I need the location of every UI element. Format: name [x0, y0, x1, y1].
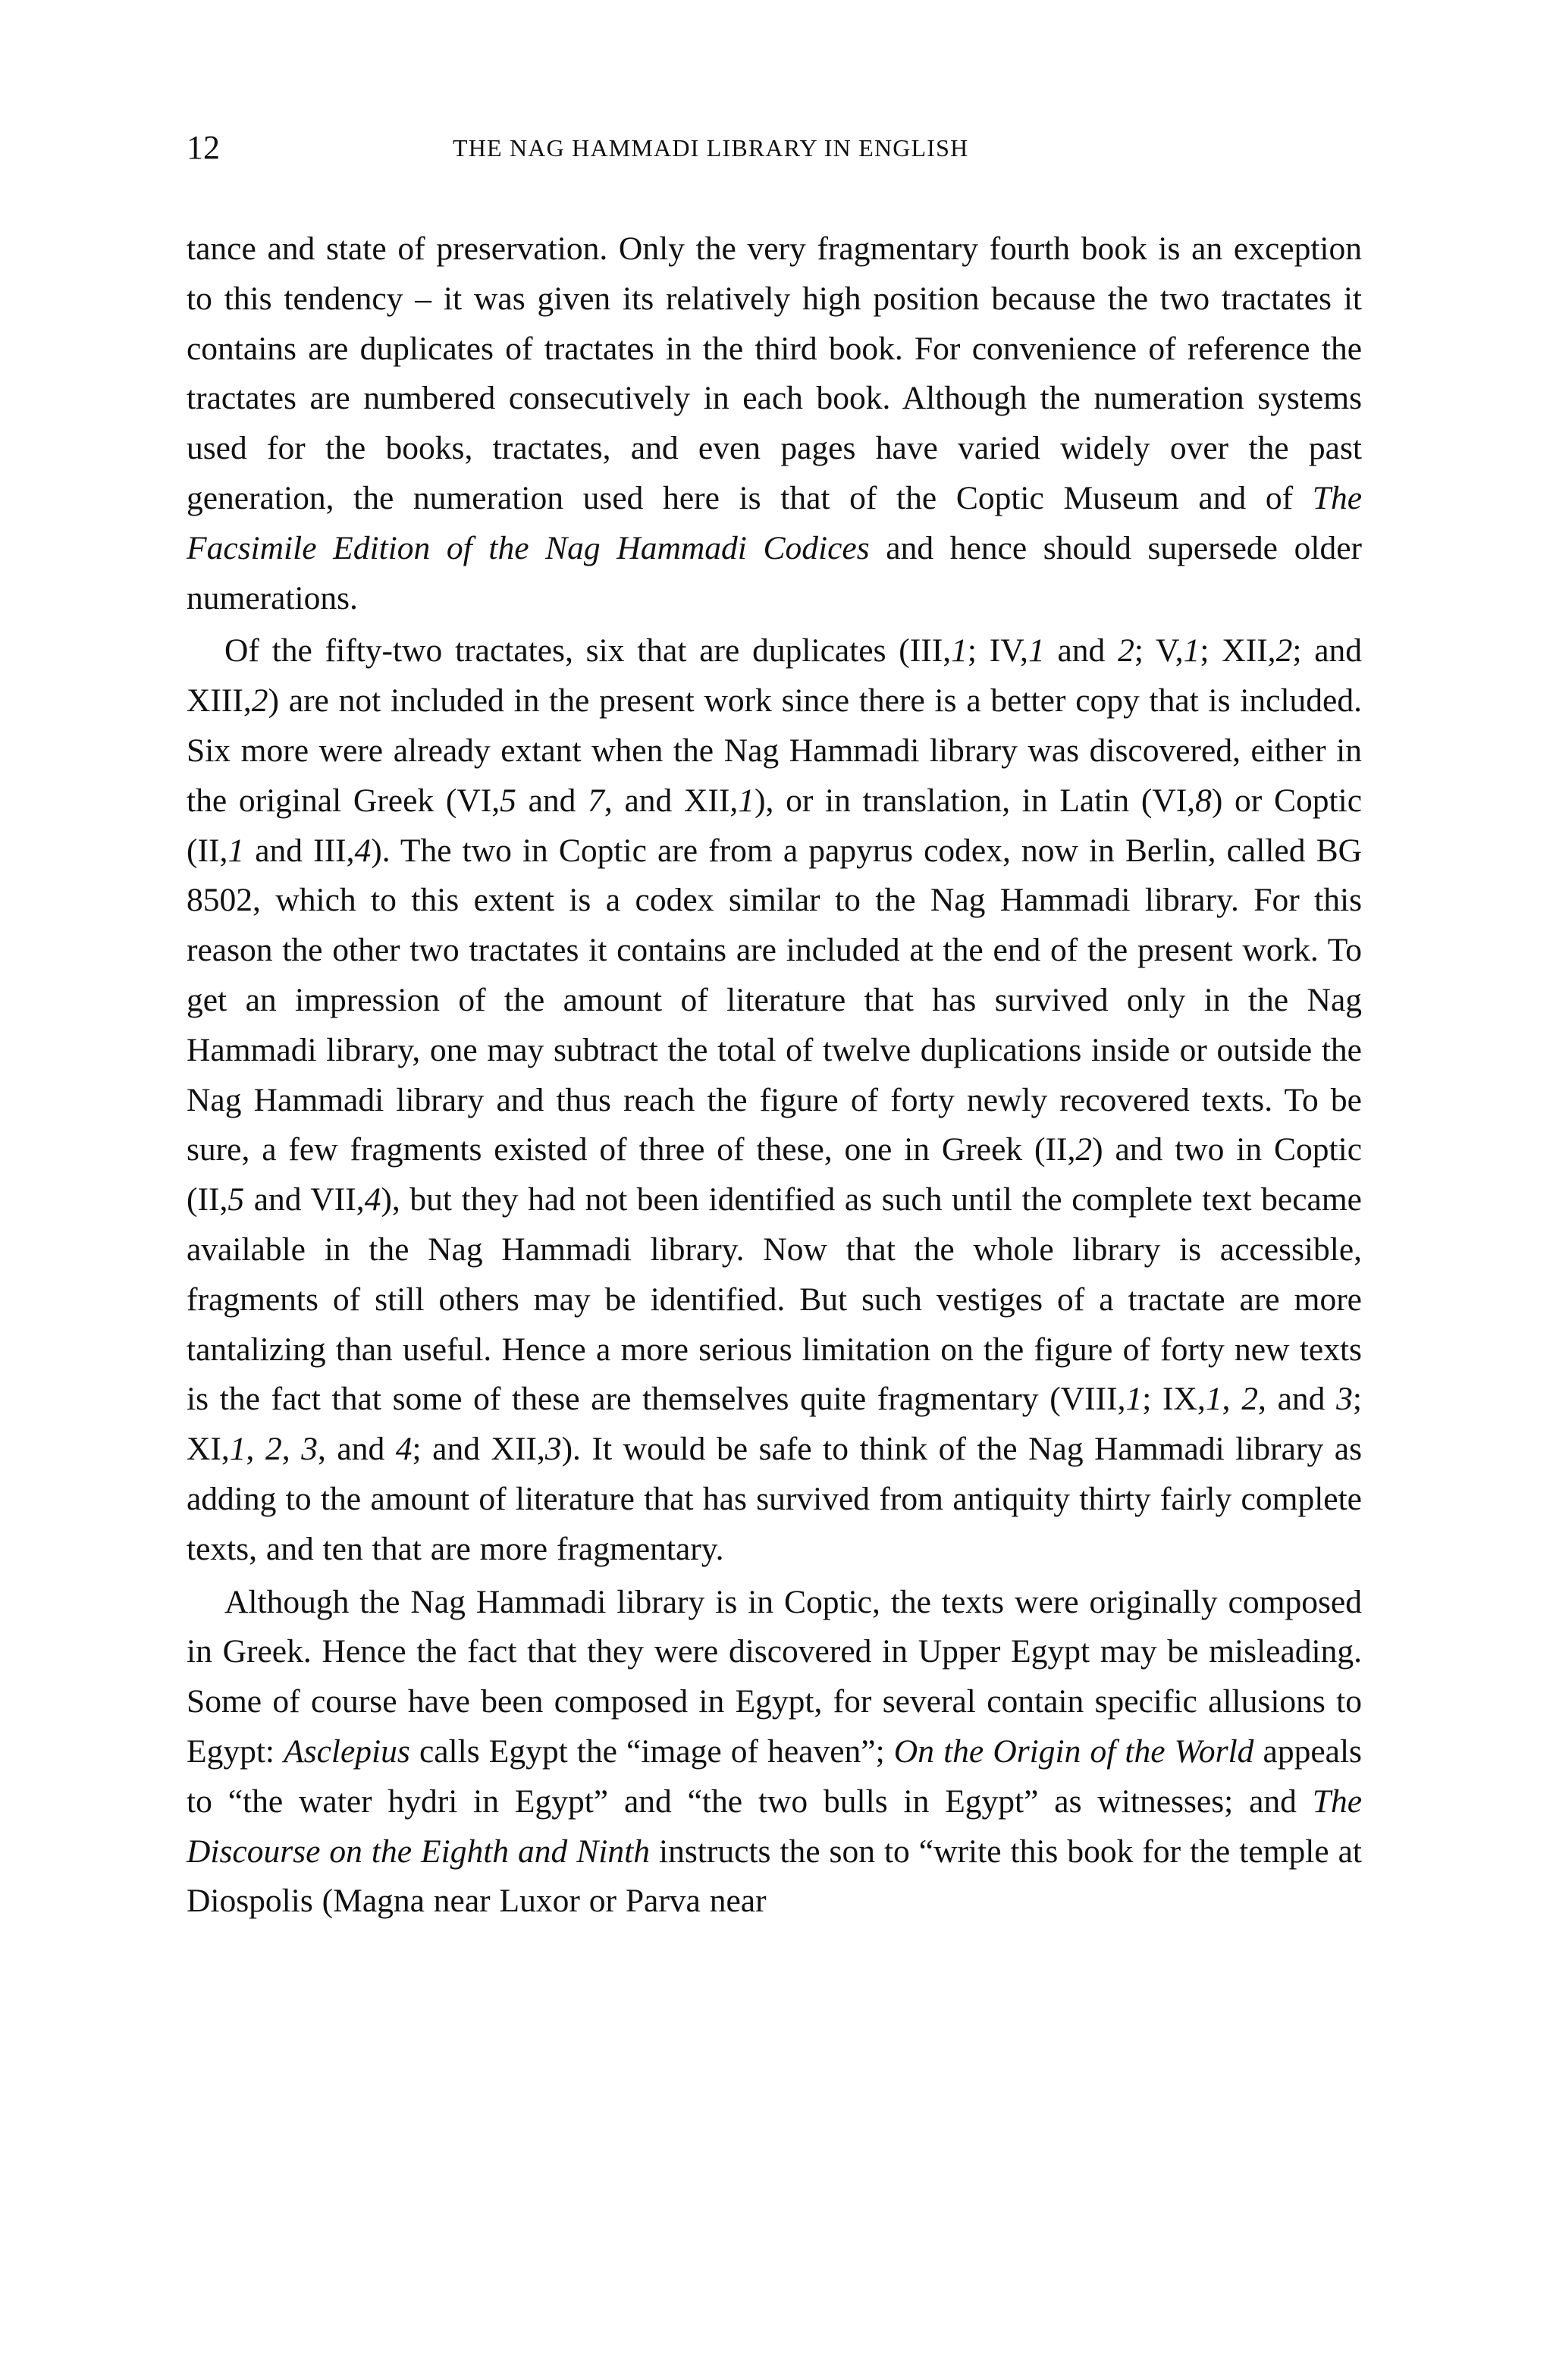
italic-text: 2 — [1241, 1381, 1258, 1418]
text-run: ), or in translation, in Latin (VI, — [755, 782, 1196, 819]
italic-text: 1 — [1183, 632, 1200, 669]
text-run: ; IV, — [967, 632, 1028, 669]
text-run: ). The two in Coptic are from a papyrus codex, now in Berlin, called BG 8502, which to this extent is a codex similar to the Nag Hammadi library. For this reason the other two tractates it contains are included at the end of the present work. To get an impression of the amount of literature that has survived only in the Nag Hammadi library, one may subtract the total of twelve duplications inside or outside the Nag Hammadi library and thus reach the figure of forty newly recovered texts. To be sure, a few fragments existed of three of these, one in Greek (II, — [187, 832, 1363, 1168]
text-run: , — [1222, 1381, 1242, 1418]
text-run: tance and state of preservation. Only the very fragmentary fourth book is an exception to this tendency – it was given its relatively high position because the two tractates it contains are duplicates of tractates in the third book. For convenience of reference the tractates are numbered consecutively in each book. Although the numeration systems used for the books, tractates, and even pages have varied widely over the past generation, the numeration used here is that of the Coptic Museum and of — [187, 230, 1362, 516]
text-run: , and — [317, 1431, 396, 1468]
italic-text: 3 — [544, 1431, 562, 1468]
italic-text: 1 — [1205, 1381, 1222, 1418]
text-run: ) are not included in the present work since there is a better copy that is included. Six more were already extant when the Nag Hammadi library was discovered, either in the original Greek (VI, — [187, 682, 1362, 819]
italic-text: 2 — [251, 682, 268, 720]
italic-text: 5 — [500, 782, 516, 819]
running-head — [187, 121, 1362, 174]
italic-text: 2 — [1275, 632, 1293, 669]
italic-text: 2 — [1118, 632, 1134, 669]
text-run: ). It would be safe to think of the Nag Hammadi library as adding to the amount of literature that has survived from antiquity thirty fairly complete texts, and ten that are more fragmentary. — [187, 1431, 1363, 1567]
page-number: 12 — [187, 129, 220, 166]
italic-text: The Facsimile Edition of the Nag Hammadi Codices — [187, 479, 1362, 566]
italic-text: On the Origin of the World — [893, 1732, 1254, 1770]
text-run: and — [1044, 632, 1118, 669]
italic-text: Asclepius — [284, 1732, 410, 1770]
italic-text: 1 — [1027, 632, 1045, 669]
italic-text: 2 — [265, 1431, 282, 1468]
text-run: ; V, — [1134, 632, 1184, 669]
text-run: and VII, — [244, 1181, 365, 1218]
text-run: and hence should supersede older numerations. — [187, 529, 1362, 616]
paragraph — [187, 224, 1362, 623]
text-run: , — [281, 1431, 302, 1468]
italic-text: 3 — [301, 1431, 318, 1468]
text-run: ; XI, — [187, 1381, 1363, 1468]
text-run: ), but they had not been identified as such until the complete text became available in the Nag Hammadi library. Now that the whole library is accessible, fragments of still others may be identified. But such vestiges of a tractate are more tantalizing than useful. Hence a more serious limitation on the figure of forty new texts is the fact that some of these are themselves quite fragmentary (VIII, — [187, 1181, 1362, 1418]
text-run: , — [246, 1431, 265, 1468]
paragraph — [187, 1578, 1362, 1927]
italic-text: 1 — [951, 632, 968, 669]
paragraph — [187, 626, 1362, 1574]
text-run: ) or Coptic (II, — [187, 782, 1363, 869]
italic-text: 2 — [1075, 1131, 1093, 1168]
running-title: THE NAG HAMMADI LIBRARY IN ENGLISH — [453, 134, 969, 161]
italic-text: 8 — [1195, 782, 1212, 819]
italic-text: 1 — [1125, 1381, 1143, 1418]
text-run: appeals to “the water hydri in Egypt” and “the two bulls in Egypt” as witnesses; and — [187, 1732, 1362, 1820]
text-run: and — [516, 782, 588, 819]
italic-text: 3 — [1336, 1381, 1353, 1418]
italic-text: 7 — [588, 782, 604, 819]
text-run: , and — [1257, 1381, 1337, 1418]
italic-text: 5 — [227, 1181, 245, 1218]
text-run: ; and XII, — [412, 1431, 545, 1468]
text-run: ; and XIII, — [187, 632, 1363, 720]
text-run: ; IX, — [1142, 1381, 1206, 1418]
text-run: Of the fifty-two tractates, six that are duplicates (III, — [224, 632, 952, 669]
text-run: , and XII, — [604, 782, 739, 819]
text-run: instructs the son to “write this book for the temple at Diospolis (Magna near Luxor or Parva near — [187, 1833, 1362, 1920]
italic-text: 4 — [364, 1181, 381, 1218]
italic-text: The Discourse on the Eighth and Ninth — [187, 1783, 1362, 1870]
text-run: Although the Nag Hammadi library is in Coptic, the texts were originally composed in Greek. Hence the fact that they were discovered in Upper Egypt may be misleading. Some of course have been composed in Egypt, for several contain specific allusions to Egypt: — [187, 1583, 1362, 1770]
text-run: ) and two in Coptic (II, — [187, 1131, 1363, 1218]
italic-text: 1 — [229, 1431, 246, 1468]
italic-text: 4 — [395, 1431, 413, 1468]
book-page — [187, 121, 1362, 1930]
text-run: and III, — [244, 832, 355, 869]
text-run: ; XII, — [1200, 632, 1276, 669]
italic-text: 4 — [354, 832, 372, 869]
text-run: calls Egypt the “image of heaven”; — [409, 1732, 894, 1770]
italic-text: 1 — [227, 832, 245, 869]
italic-text: 1 — [738, 782, 755, 819]
body-text — [187, 224, 1362, 1927]
